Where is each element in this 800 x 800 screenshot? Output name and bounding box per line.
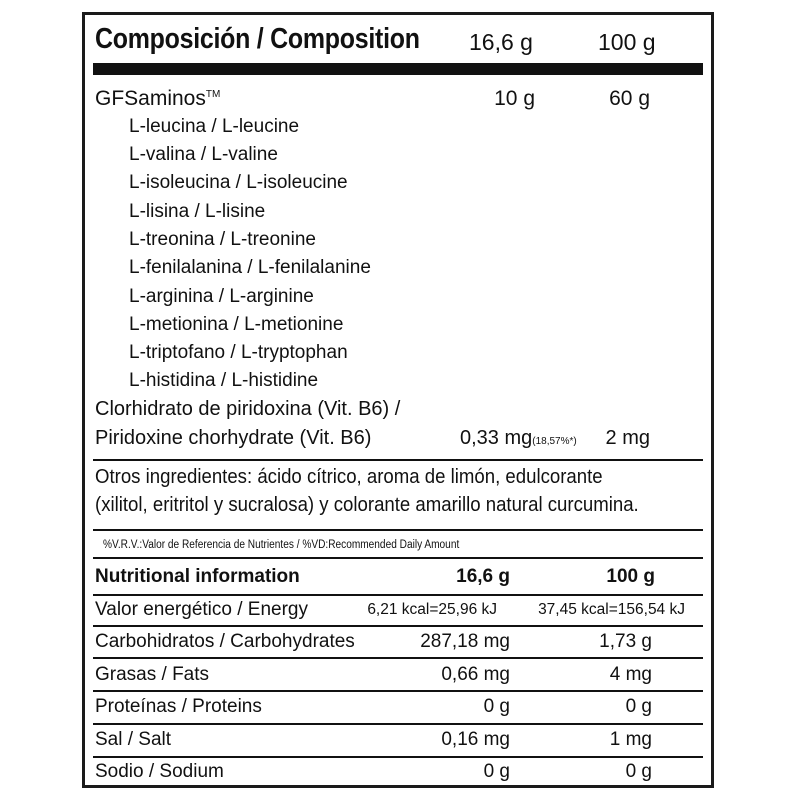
amino-item: L-metionina / L-metionine	[129, 314, 344, 335]
gfsaminos-v1: 10 g	[494, 87, 535, 110]
nutrition-col2: 100 g	[606, 566, 655, 587]
nutrition-row-v2: 0 g	[625, 696, 652, 717]
amino-item: L-histidina / L-histidine	[129, 370, 319, 391]
b6-line1: Clorhidrato de piridoxina (Vit. B6) /	[95, 398, 401, 420]
amino-item: L-valina / L-valine	[129, 144, 278, 165]
nutrition-row-v2: 4 mg	[609, 664, 652, 685]
nutrition-row-v1: 287,18 mg	[420, 631, 510, 652]
composition-col2: 100 g	[598, 29, 656, 55]
divider	[93, 557, 703, 559]
divider	[93, 625, 703, 627]
amino-item: L-isoleucina / L-isoleucine	[129, 172, 348, 193]
amino-item: L-leucina / L-leucine	[129, 116, 300, 137]
nutrition-row-v2: 37,45 kcal=156,54 kJ	[538, 601, 685, 618]
nutrition-row-label: Sal / Salt	[95, 729, 172, 750]
nutrition-row-v1: 0 g	[483, 761, 510, 782]
divider	[93, 459, 703, 461]
amino-item: L-fenilalanina / L-fenilalanine	[129, 257, 371, 278]
gfsaminos-label: GFSaminos™	[95, 87, 221, 110]
nutrition-row-label: Grasas / Fats	[95, 664, 210, 685]
b6-v1-note: (18,57%*)	[532, 436, 577, 447]
composition-title: Composición / Composition	[95, 23, 420, 55]
nutrition-row-v2: 1,73 g	[599, 631, 652, 652]
footnote: %V.R.V.:Valor de Referencia de Nutrientes / %VD:Recommended Daily Amount	[103, 539, 460, 551]
b6-v2: 2 mg	[605, 427, 650, 449]
nutrition-row-v1: 0,16 mg	[441, 729, 510, 750]
divider	[93, 756, 703, 758]
amino-item: L-lisina / L-lisine	[129, 201, 266, 222]
nutrition-title: Nutritional information	[95, 566, 300, 587]
nutrition-row-v1: 0,66 mg	[441, 664, 510, 685]
nutrition-row-v1: 0 g	[483, 696, 510, 717]
nutrition-row-label: Proteínas / Proteins	[95, 696, 262, 717]
amino-item: L-arginina / L-arginine	[129, 286, 314, 307]
header-bar	[93, 63, 703, 75]
b6-line2: Piridoxine chorhydrate (Vit. B6)	[95, 427, 372, 449]
divider	[93, 657, 703, 659]
composition-col1: 16,6 g	[469, 29, 533, 55]
nutrition-label-panel	[82, 12, 714, 788]
b6-v1: 0,33 mg(18,57%*)	[460, 427, 577, 449]
gfsaminos-v2: 60 g	[609, 87, 650, 110]
nutrition-col1: 16,6 g	[456, 566, 510, 587]
divider	[93, 594, 703, 596]
divider	[93, 723, 703, 725]
nutrition-row-v2: 0 g	[625, 761, 652, 782]
nutrition-row-label: Sodio / Sodium	[95, 761, 224, 782]
nutrition-row-label: Carbohidratos / Carbohydrates	[95, 631, 355, 652]
other-ingredients-line1: Otros ingredientes: ácido cítrico, aroma de limón, edulcorante	[95, 466, 603, 488]
amino-item: L-treonina / L-treonine	[129, 229, 316, 250]
nutrition-row-v2: 1 mg	[609, 729, 652, 750]
other-ingredients-line2: (xilitol, eritritol y sucralosa) y colorante amarillo natural curcumina.	[95, 494, 639, 516]
nutrition-row-v1: 6,21 kcal=25,96 kJ	[367, 601, 497, 618]
amino-item: L-triptofano / L-tryptophan	[129, 342, 348, 363]
divider	[93, 690, 703, 692]
nutrition-row-label: Valor energético / Energy	[95, 599, 308, 620]
divider	[93, 529, 703, 531]
